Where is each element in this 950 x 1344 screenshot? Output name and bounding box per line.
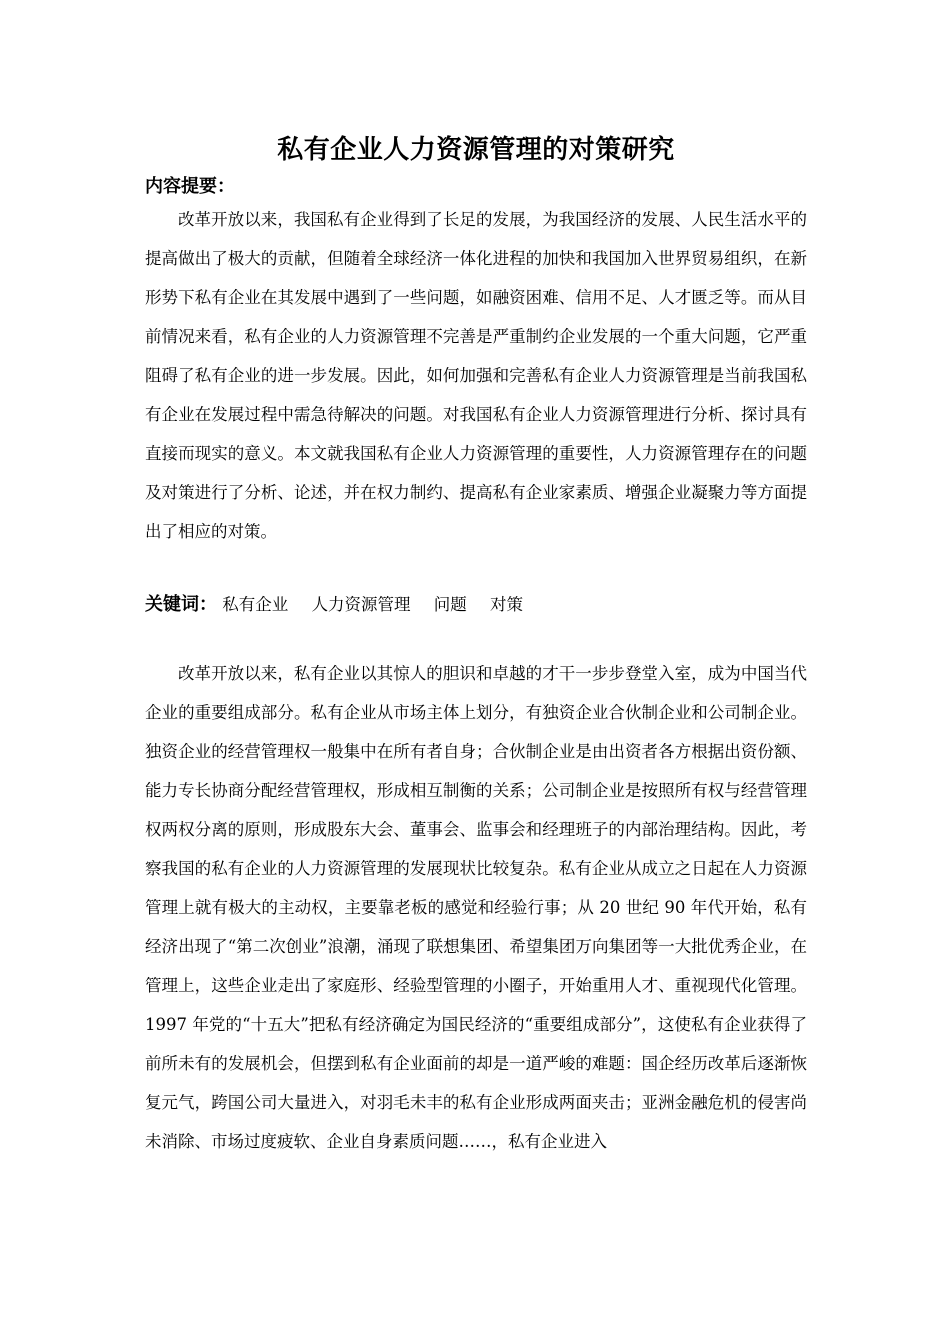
keyword-item: 对策 [490,595,523,614]
abstract-heading: 内容提要： [145,176,235,197]
keywords-line [145,585,807,624]
abstract-paragraph: 改革开放以来，我国私有企业得到了长足的发展，为我国经济的发展、人民生活水平的提高做出了极大的贡献，但随着全球经济一体化进程的加快和我国加入世界贸易组织，在新形势下私有企业在其发展中遇到了一些问题，如融资困难、信用不足、人才匮乏等。而从目前情况来看，私有企业的人力资源管理不完善是严重制约企业发展的一个重大问题，它严重阻碍了私有企业的进一步发展。因此，如何加强和完善私有企业人力资源管理是当前我国私有企业在发展过程中需急待解决的问题。对我国私有企业人力资源管理进行分析、探讨具有直接而现实的意义。本文就我国私有企业人力资源管理的重要性，人力资源管理存在的问题及对策进行了分析、论述，并在权力制约、提高私有企业家素质、增强企业凝聚力等方面提出了相应的对策。 [145,210,807,541]
body-paragraph: 改革开放以来，私有企业以其惊人的胆识和卓越的才干一步步登堂入室，成为中国当代企业的重要组成部分。私有企业从市场主体上划分，有独资企业合伙制企业和公司制企业。独资企业的经营管理权一般集中在所有者自身；合伙制企业是由出资者各方根据出资份额、能力专长协商分配经营管理权，形成相互制衡的关系；公司制企业是按照所有权与经营管理权两权分离的原则，形成股东大会、董事会、监事会和经理班子的内部治理结构。因此，考察我国的私有企业的人力资源管理的发展现状比较复杂。私有企业从成立之日起在人力资源管理上就有极大的主动权，主要靠老板的感觉和经验行事；从 20 世纪 90 年代开始，私有经济出现了“第二次创业”浪潮，涌现了联想集团、希望集团万向集团等一大批优秀企业，在管理上，这些企业走出了家庭形、经验型管理的小圈子，开始重用人才、重视现代化管理。1997 年党的“十五大”把私有经济确定为国民经济的“重要组成部分”，这使私有企业获得了前所未有的发展机会，但摆到私有企业面前的却是一道严峻的难题：国企经历改革后逐渐恢复元气，跨国公司大量进入，对羽毛未丰的私有企业形成两面夹击；亚洲金融危机的侵害尚未消除、市场过度疲软、企业自身素质问题……，私有企业进入 [145,664,807,1151]
keyword-item: 私有企业 [222,595,289,614]
keywords-label: 关键词： [145,594,217,615]
document-title: 私有企业人力资源管理的对策研究 [277,135,675,165]
keyword-item: 人力资源管理 [311,595,411,614]
document-page [145,128,807,1161]
keyword-item: 问题 [433,595,467,614]
